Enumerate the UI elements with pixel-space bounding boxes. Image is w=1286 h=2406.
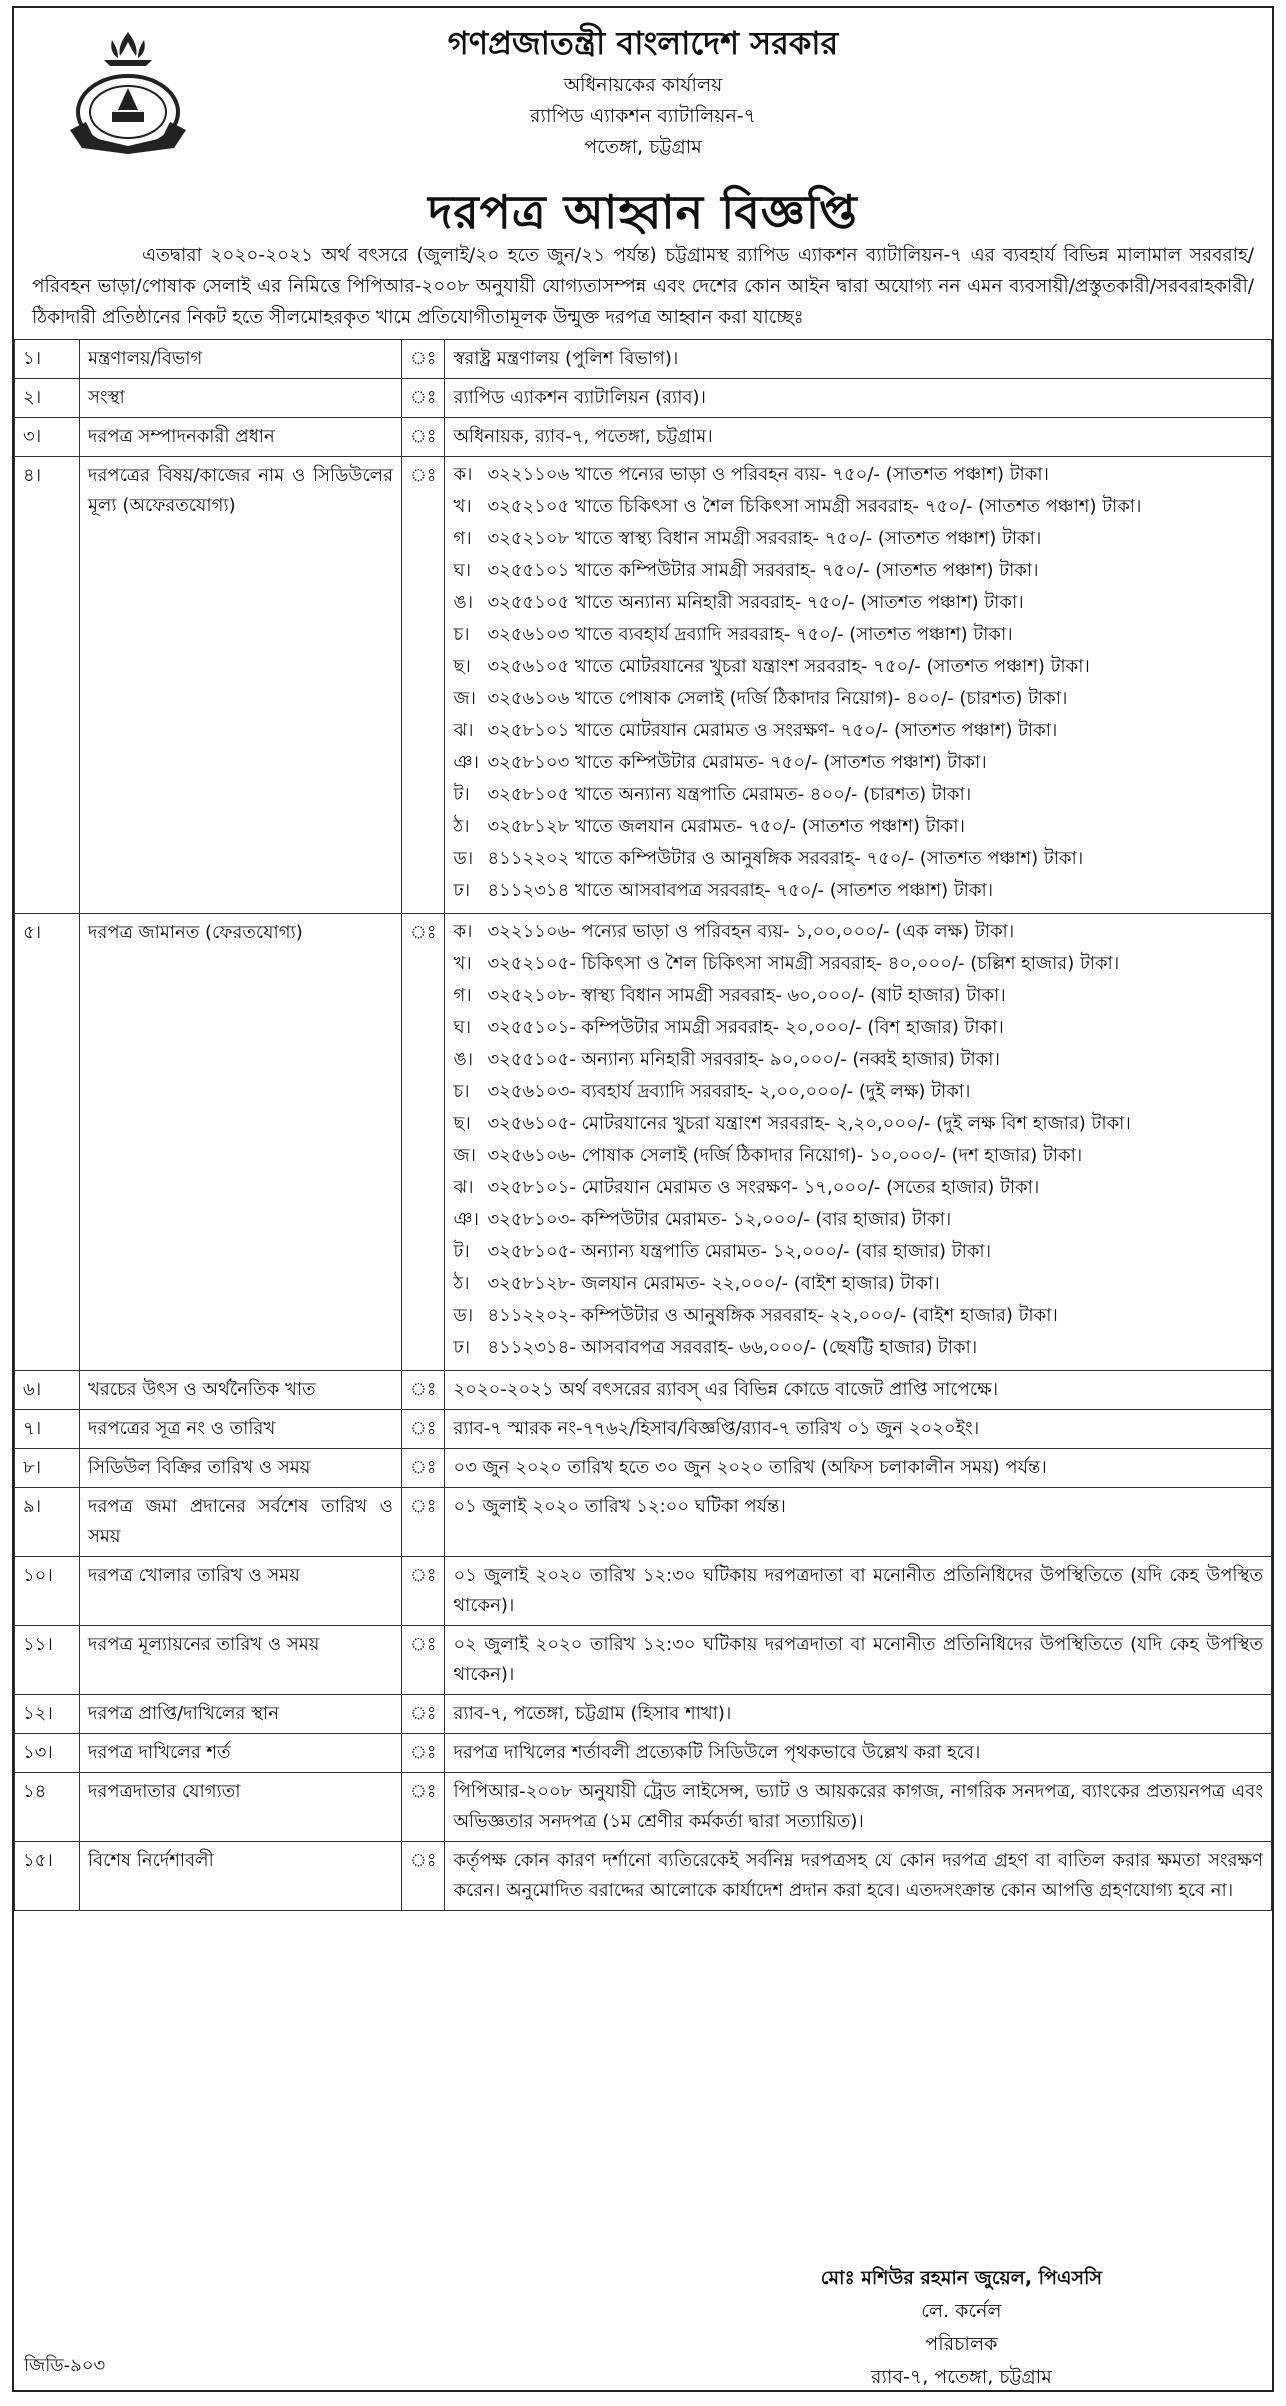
item-text: ৩২৫৫১০৫- অন্যান্য মনিহারী সরবরাহ- ৯০,০০০/- (নব্বই হাজার) টাকা। — [487, 1049, 1000, 1070]
item-letter: ছ। — [453, 1113, 471, 1134]
item-letter: চ। — [453, 1081, 470, 1102]
item-text: ৩২৫২১০৮- স্বাস্থ্য বিধান সামগ্রী সরবরাহ- ৬০,০০০/- (ষাট হাজার) টাকা। — [487, 985, 1006, 1006]
row-number: ৬। — [15, 1371, 80, 1410]
list-item — [453, 717, 1263, 745]
row-number: ৭। — [15, 1410, 80, 1449]
row-label: মন্ত্রণালয়/বিভাগ — [80, 340, 402, 379]
row-separator: ঃ — [402, 1842, 445, 1911]
item-text: ৪১১২৩১৪ খাতে আসবাবপত্র সরবরাহ- ৭৫০/- (সাতশত পঞ্চাশ) টাকা। — [487, 880, 994, 901]
table-row — [15, 1488, 1272, 1557]
government-title: গণপ্রজাতন্ত্রী বাংলাদেশ সরকার — [447, 24, 839, 62]
row-value: ২০২০-২০২১ অর্থ বৎসরের র‌্যাবস্ এর বিভিন্ন কোডে বাজেট প্রাপ্তি সাপেক্ষে। — [445, 1371, 1272, 1410]
item-letter: ঠ। — [453, 816, 470, 837]
item-letter: ঠ। — [453, 1273, 470, 1294]
item-letter: ঞ। — [453, 1209, 479, 1230]
row-number: ৫। — [15, 914, 80, 1371]
row-value — [445, 914, 1272, 1371]
row-value: ০২ জুলাই ২০২০ তারিখ ১২:৩০ ঘটিকায় দরপত্রদাতা বা মনোনীত প্রতিনিধিদের উপস্থিতিতে (যদি কেহ উপস্থিত থাকেন)। — [445, 1626, 1272, 1695]
item-text: ৩২৫৬১০৩ খাতে ব্যবহার্য দ্রব্যাদি সরবরাহ- ৭৫০/- (সাতশত পঞ্চাশ) টাকা। — [487, 624, 1013, 645]
intro-paragraph: এতদ্বারা ২০২০-২০২১ অর্থ বৎসরে (জুলাই/২০ হতে জুন/২১ পর্যন্ত) চট্টগ্রামস্থ র‌্যাপিড এ্যাকশন ব্যাটালিয়ন-৭ এর ব্যবহার্য বিভিন্ন মালামাল সরবরাহ/পরিবহন ভাড়া/পোষাক সেলাই এর নিমিত্তে পিপিআর-২০০৮ অনুযায়ী যোগ্যতাসম্পন্ন এবং দেশের কোন আইন দ্বারা অযোগ্য নন এমন ব্যবসায়ী/প্রস্তুতকারী/সরবরাহকারী/ঠিকাদারী প্রতিষ্ঠানের নিকট হতে সীলমোহরকৃত খামে প্রতিযোগীতামূলক উন্মুক্ত দরপত্র আহ্বান করা যাচ্ছেঃ — [32, 245, 1254, 328]
list-item — [453, 1238, 1263, 1266]
item-text: ৩২৫৬১০৬- পোষাক সেলাই (দর্জি ঠিকাদার নিয়োগ)- ১০,০০০/- (দশ হাজার) টাকা। — [487, 1145, 1083, 1166]
item-text: ৩২৫৬১০৩- ব্যবহার্য দ্রব্যাদি সরবরাহ- ২,০০,০০০/- (দুই লক্ষ) টাকা। — [487, 1081, 971, 1102]
list-item — [453, 589, 1263, 617]
row-label: দরপত্র জমা প্রদানের সর্বশেষ তারিখ ও সময় — [80, 1488, 402, 1557]
row-separator: ঃ — [402, 457, 445, 914]
row-value: স্বরাষ্ট্র মন্ত্রণালয় (পুলিশ বিভাগ)। — [445, 340, 1272, 379]
list-item — [453, 525, 1263, 553]
item-text: ৩২৫৮১২৮ খাতে জলযান মেরামত- ৭৫০/- (সাতশত পঞ্চাশ) টাকা। — [487, 816, 965, 837]
row-value: র‌্যাব-৭ স্মারক নং-৭৭৬২/হিসাব/বিজ্ঞপ্তি/র‌্যাব-৭ তারিখ ০১ জুন ২০২০ইং। — [445, 1410, 1272, 1449]
item-text: ৩২৫৬১০৫ খাতে মোটরযানের খুচরা যন্ত্রাংশ সরবরাহ- ৭৫০/- (সাতশত পঞ্চাশ) টাকা। — [487, 656, 1090, 677]
row-number: ১৪ — [15, 1773, 80, 1842]
row-number: ১। — [15, 340, 80, 379]
item-letter: জ। — [453, 1145, 476, 1166]
signatory-name: মোঃ মশিউর রহমান জুয়েল, পিএসসি — [820, 2267, 1102, 2289]
notice-title: দরপত্র আহ্বান বিজ্ঞপ্তি — [428, 185, 858, 239]
row-number: ৮। — [15, 1449, 80, 1488]
row-label: সিডিউল বিক্রির তারিখ ও সময় — [80, 1449, 402, 1488]
item-letter: ঙ। — [453, 592, 474, 613]
item-letter: ছ। — [453, 656, 471, 677]
item-text: ৩২৫৫১০৫ খাতে অন্যান্য মনিহারী সরবরাহ- ৭৫০/- (সাতশত পঞ্চাশ) টাকা। — [487, 592, 1024, 613]
list-item — [453, 918, 1263, 946]
row-value: ০১ জুলাই ২০২০ তারিখ ১২:০০ ঘটিকা পর্যন্ত। — [445, 1488, 1272, 1557]
table-row — [15, 1449, 1272, 1488]
table-row — [15, 1626, 1272, 1695]
item-letter: ঝ। — [453, 720, 474, 741]
item-letter: ঝ। — [453, 1177, 474, 1198]
row-value: র‌্যাপিড এ্যাকশন ব্যাটালিয়ন (র‌্যাব)। — [445, 379, 1272, 418]
row-value: কর্তৃপক্ষ কোন কারণ দর্শানো ব্যতিরেকেই সর্বনিম্ন দরপত্রসহ যে কোন দরপত্র গ্রহণ বা বাতিল করার ক্ষমতা সংরক্ষণ করেন। অনুমোদিত বরাদ্দের আলোকে কার্যাদেশ প্রদান করা হবে। এতদসংক্রান্ত কোন আপত্তি গ্রহণযোগ্য হবে না। — [445, 1842, 1272, 1911]
list-item — [453, 1014, 1263, 1042]
list-item — [453, 813, 1263, 841]
table-row — [15, 914, 1272, 1371]
item-letter: ঙ। — [453, 1049, 474, 1070]
signatory-rank: লে. কর্নেল — [921, 2300, 1002, 2322]
list-item — [453, 845, 1263, 873]
list-item — [453, 1174, 1263, 1202]
list-item — [453, 1142, 1263, 1170]
list-item — [453, 781, 1263, 809]
list-item — [453, 1206, 1263, 1234]
item-letter: খ। — [453, 953, 472, 974]
item-text: ৩২৫৬১০৫- মোটরযানের খুচরা যন্ত্রাংশ সরবরাহ- ২,২০,০০০/- (দুই লক্ষ বিশ হাজার) টাকা। — [487, 1113, 1131, 1134]
item-letter: গ। — [453, 985, 472, 1006]
row-separator: ঃ — [402, 418, 445, 457]
row-number: ১০। — [15, 1557, 80, 1626]
row-number: ২। — [15, 379, 80, 418]
tender-details-table — [14, 339, 1272, 1911]
item-text: ৪১১২৩১৪- আসবাবপত্র সরবরাহ- ৬৬,০০০/- (ছেষট্টি হাজার) টাকা। — [487, 1337, 978, 1358]
signatory-unit: র‌্যাব-৭, পতেঙ্গা, চট্টগ্রাম — [870, 2366, 1052, 2388]
row-separator: ঃ — [402, 914, 445, 1371]
row-value: অধিনায়ক, র‌্যাব-৭, পতেঙ্গা, চট্টগ্রাম। — [445, 418, 1272, 457]
list-item — [453, 1046, 1263, 1074]
office-name: অধিনায়কের কার্যালয় — [563, 74, 723, 96]
row-label: দরপত্র সম্পাদনকারী প্রধান — [80, 418, 402, 457]
table-row — [15, 1557, 1272, 1626]
item-text: ৩২৫৮১০৫ খাতে অন্যান্য যন্ত্রপাতি মেরামত- ৪০০/- (চারশত) টাকা। — [487, 784, 972, 805]
row-separator: ঃ — [402, 1410, 445, 1449]
row-separator: ঃ — [402, 1773, 445, 1842]
list-item — [453, 1078, 1263, 1106]
table-row — [15, 340, 1272, 379]
row-label: বিশেষ নির্দেশাবলী — [80, 1842, 402, 1911]
table-row — [15, 379, 1272, 418]
row-value — [445, 457, 1272, 914]
item-letter: ড। — [453, 1305, 474, 1326]
item-letter: ট। — [453, 1241, 470, 1262]
row-number: ৯। — [15, 1488, 80, 1557]
item-text: ৩২৫৫১০১ খাতে কম্পিউটার সামগ্রী সরবরাহ- ৭৫০/- (সাতশত পঞ্চাশ) টাকা। — [487, 560, 1039, 581]
signature-block — [821, 2262, 1102, 2394]
table-row — [15, 1410, 1272, 1449]
item-letter: জ। — [453, 688, 476, 709]
row-number: ১২। — [15, 1695, 80, 1734]
row-label: দরপত্র জামানত (ফেরতযোগ্য) — [80, 914, 402, 1371]
tender-notice-page — [12, 6, 1274, 2392]
row-label: দরপত্রদাতার যোগ্যতা — [80, 1773, 402, 1842]
item-letter: ট। — [453, 784, 470, 805]
item-text: ৩২৫২১০৮ খাতে স্বাস্থ্য বিধান সামগ্রী সরবরাহ- ৭৫০/- (সাতশত পঞ্চাশ) টাকা। — [487, 528, 1042, 549]
row-label: দরপত্র মূল্যায়নের তারিখ ও সময় — [80, 1626, 402, 1695]
item-letter: গ। — [453, 528, 472, 549]
item-text: ৩২৫২১০৫ খাতে চিকিৎসা ও শৈল চিকিৎসা সামগ্রী সরবরাহ- ৭৫০/- (সাতশত পঞ্চাশ) টাকা। — [487, 496, 1142, 517]
office-address — [14, 70, 1272, 163]
item-text: ৩২৫৮১০১ খাতে মোটরযান মেরামত ও সংরক্ষণ- ৭৫০/- (সাতশত পঞ্চাশ) টাকা। — [487, 720, 1058, 741]
row-separator: ঃ — [402, 1695, 445, 1734]
list-item — [453, 1334, 1263, 1362]
list-item — [453, 1110, 1263, 1138]
row-number: ৩। — [15, 418, 80, 457]
table-row — [15, 1773, 1272, 1842]
list-item — [453, 461, 1263, 489]
item-letter: ঞ। — [453, 752, 479, 773]
table-row — [15, 1842, 1272, 1911]
item-letter: ক। — [453, 921, 473, 942]
item-text: ৩২৫৮১০৩ খাতে কম্পিউটার মেরামত- ৭৫০/- (সাতশত পঞ্চাশ) টাকা। — [487, 752, 987, 773]
row-label: দরপত্র প্রাপ্তি/দাখিলের স্থান — [80, 1695, 402, 1734]
unit-name: র‌্যাপিড এ্যাকশন ব্যাটালিয়ন-৭ — [529, 105, 756, 127]
item-letter: ক। — [453, 464, 473, 485]
list-item — [453, 749, 1263, 777]
item-letter: ঢ। — [453, 880, 471, 901]
item-letter: ঘ। — [453, 560, 472, 581]
signatory-designation: পরিচালক — [925, 2333, 998, 2355]
row-label: দরপত্র খোলার তারিখ ও সময় — [80, 1557, 402, 1626]
item-text: ৩২৫৫১০১- কম্পিউটার সামগ্রী সরবরাহ- ২০,০০০/- (বিশ হাজার) টাকা। — [487, 1017, 1004, 1038]
item-text: ৩২৫৮১০১- মোটরযান মেরামত ও সংরক্ষণ- ১৭,০০০/- (সতের হাজার) টাকা। — [487, 1177, 1040, 1198]
notice-header — [14, 8, 1272, 239]
list-item — [453, 950, 1263, 978]
row-separator: ঃ — [402, 340, 445, 379]
table-row — [15, 1734, 1272, 1773]
table-row — [15, 418, 1272, 457]
item-letter: ঢ। — [453, 1337, 471, 1358]
list-item — [453, 685, 1263, 713]
row-separator: ঃ — [402, 1371, 445, 1410]
item-text: ৩২৫৮১০৫- অন্যান্য যন্ত্রপাতি মেরামত- ১২,০০০/- (বার হাজার) টাকা। — [487, 1241, 992, 1262]
row-value: র‌্যাব-৭, পতেঙ্গা, চট্টগ্রাম (হিসাব শাখা)। — [445, 1695, 1272, 1734]
list-item — [453, 493, 1263, 521]
row-label: দরপত্র দাখিলের শর্ত — [80, 1734, 402, 1773]
item-letter: চ। — [453, 624, 470, 645]
row-separator: ঃ — [402, 379, 445, 418]
row-label: সংস্থা — [80, 379, 402, 418]
row-separator: ঃ — [402, 1734, 445, 1773]
item-text: ৪১১২২০২- কম্পিউটার ও আনুষঙ্গিক সরবরাহ- ২২,০০০/- (বাইশ হাজার) টাকা। — [487, 1305, 1058, 1326]
row-label: খরচের উৎস ও অর্থনৈতিক খাত — [80, 1371, 402, 1410]
list-item — [453, 557, 1263, 585]
list-item — [453, 621, 1263, 649]
row-number: ১৩। — [15, 1734, 80, 1773]
row-separator: ঃ — [402, 1557, 445, 1626]
item-letter: খ। — [453, 496, 472, 517]
item-text: ৩২৫২১০৫- চিকিৎসা ও শৈল চিকিৎসা সামগ্রী সরবরাহ- ৪০,০০০/- (চল্লিশ হাজার) টাকা। — [487, 953, 1120, 974]
item-text: ৩২২১১০৬ খাতে পন্যের ভাড়া ও পরিবহন ব্যয়- ৭৫০/- (সাতশত পঞ্চাশ) টাকা। — [487, 464, 1049, 485]
row-number: ৪। — [15, 457, 80, 914]
item-letter: ড। — [453, 848, 474, 869]
row-value: পিপিআর-২০০৮ অনুযায়ী ট্রেড লাইসেন্স, ভ্যাট ও আয়করের কাগজ, নাগরিক সনদপত্র, ব্যাংকের প্রত্যয়নপত্র এবং অভিজ্ঞতার সনদপত্র (১ম শ্রেণীর কর্মকর্তা দ্বারা সত্যায়িত)। — [445, 1773, 1272, 1842]
row-value: ০৩ জুন ২০২০ তারিখ হতে ৩০ জুন ২০২০ তারিখ (অফিস চলাকালীন সময়) পর্যন্ত। — [445, 1449, 1272, 1488]
table-row — [15, 457, 1272, 914]
list-item — [453, 653, 1263, 681]
item-text: ৩২৫৮১০৩- কম্পিউটার মেরামত- ১২,০০০/- (বার হাজার) টাকা। — [487, 1209, 952, 1230]
row-number: ১১। — [15, 1626, 80, 1695]
row-label: দরপত্রের সূত্র নং ও তারিখ — [80, 1410, 402, 1449]
table-row — [15, 1695, 1272, 1734]
list-item — [453, 1302, 1263, 1330]
item-letter: ঘ। — [453, 1017, 472, 1038]
table-row — [15, 1371, 1272, 1410]
row-value: ০১ জুলাই ২০২০ তারিখ ১২:৩০ ঘটিকায় দরপত্রদাতা বা মনোনীত প্রতিনিধিদের উপস্থিতিতে (যদি কেহ উপস্থিত থাকেন)। — [445, 1557, 1272, 1626]
list-item — [453, 1270, 1263, 1298]
gd-reference: জিডি-৯০৩ — [24, 2355, 106, 2376]
list-item — [453, 877, 1263, 905]
item-text: ৩২২১১০৬- পন্যের ভাড়া ও পরিবহন ব্যয়- ১,০০,০০০/- (এক লক্ষ) টাকা। — [487, 921, 1015, 942]
row-number: ১৫। — [15, 1842, 80, 1911]
item-text: ৪১১২২০২ খাতে কম্পিউটার ও আনুষঙ্গিক সরবরাহ- ৭৫০/- (সাতশত পঞ্চাশ) টাকা। — [487, 848, 1084, 869]
tender-table-body — [15, 340, 1272, 1911]
row-value: দরপত্র দাখিলের শর্তাবলী প্রত্যেকটি সিডিউলে পৃথকভাবে উল্লেখ করা হবে। — [445, 1734, 1272, 1773]
row-separator: ঃ — [402, 1626, 445, 1695]
item-text: ৩২৫৬১০৬ খাতে পোষাক সেলাই (দর্জি ঠিকাদার নিয়োগ)- ৪০০/- (চারশত) টাকা। — [487, 688, 1068, 709]
row-label: দরপত্রের বিষয়/কাজের নাম ও সিডিউলের মূল্য (অফেরতযোগ্য) — [80, 457, 402, 914]
list-item — [453, 982, 1263, 1010]
row-separator: ঃ — [402, 1488, 445, 1557]
row-separator: ঃ — [402, 1449, 445, 1488]
item-text: ৩২৫৮১২৮- জলযান মেরামত- ২২,০০০/- (বাইশ হাজার) টাকা। — [487, 1273, 940, 1294]
office-location: পতেঙ্গা, চট্টগ্রাম — [584, 136, 702, 158]
